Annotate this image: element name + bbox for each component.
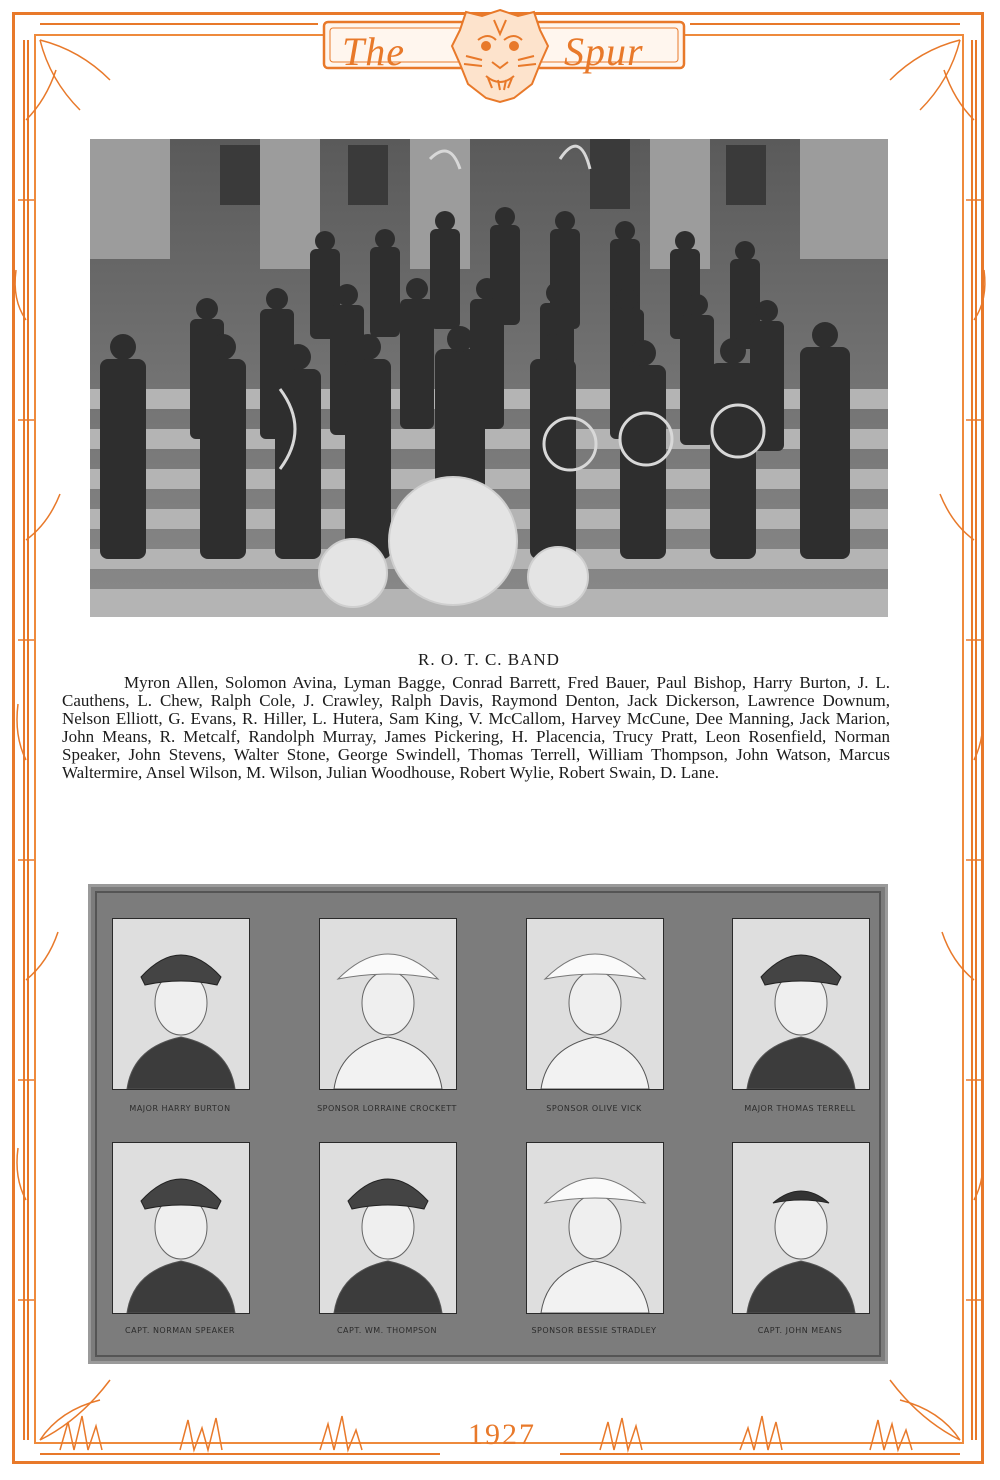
portrait-photo	[526, 918, 664, 1090]
portrait-figure	[527, 1143, 663, 1313]
tiger-head-icon	[448, 6, 552, 104]
band-member-list: Myron Allen, Solomon Avina, Lyman Bagge, Conrad Barrett, Fred Bauer, Paul Bishop, Harry Burton, J. L. Cauthens, L. Chew, Ralph Cole, J. Crawley, Ralph Davis, Raymond Denton, Jack Dickerson, Lawrence Downum, Nelson Elliott, G. Evans, R. Hiller, L. Hutera, Sam King, V. McCallom, Harvey McCune, Dee Manning, Jack Marion, John Means, R. Metcalf, Randolph Murray, James Pickering, H. Placencia, Trucy Pratt, Leon Rosenfield, Norman Speaker, John Stevens, Walter Stone, George Swindell, Thomas Terrell, William Thompson, John Watson, Marcus Waltermire, Ansel Wilson, M. Wilson, Julian Woodhouse, Robert Wylie, Robert Swain, D. Lane.	[62, 673, 890, 782]
portrait-photo	[112, 1142, 250, 1314]
portrait-caption: SPONSOR BESSIE STRADLEY	[531, 1326, 657, 1335]
portrait-caption: CAPT. NORMAN SPEAKER	[125, 1326, 235, 1335]
portrait-caption: MAJOR HARRY BURTON	[129, 1104, 231, 1113]
portrait-photo	[319, 918, 457, 1090]
portrait-figure	[527, 919, 663, 1089]
portrait-photo	[319, 1142, 457, 1314]
footer-year: 1927	[468, 1418, 536, 1451]
portrait-figure	[320, 919, 456, 1089]
portrait-caption: MAJOR THOMAS TERRELL	[744, 1104, 856, 1113]
portrait-figure	[733, 919, 869, 1089]
header-title-spur: Spur	[564, 29, 644, 74]
band-section-title: R. O. T. C. BAND	[418, 650, 560, 669]
band-group-photo	[90, 139, 888, 617]
portrait-photo	[112, 918, 250, 1090]
portrait-figure	[733, 1143, 869, 1313]
portrait-caption: CAPT. JOHN MEANS	[757, 1326, 843, 1335]
portrait-caption: SPONSOR OLIVE VICK	[546, 1104, 642, 1113]
portrait-figure	[113, 919, 249, 1089]
portrait-photo	[732, 918, 870, 1090]
portrait-caption: SPONSOR LORRAINE CROCKETT	[317, 1104, 457, 1113]
portrait-figure	[113, 1143, 249, 1313]
header-title-the: The	[342, 29, 405, 74]
portrait-photo	[526, 1142, 664, 1314]
band-photo-illustration	[90, 139, 888, 617]
portrait-figure	[320, 1143, 456, 1313]
portrait-photo	[732, 1142, 870, 1314]
portrait-caption: CAPT. WM. THOMPSON	[336, 1326, 438, 1335]
